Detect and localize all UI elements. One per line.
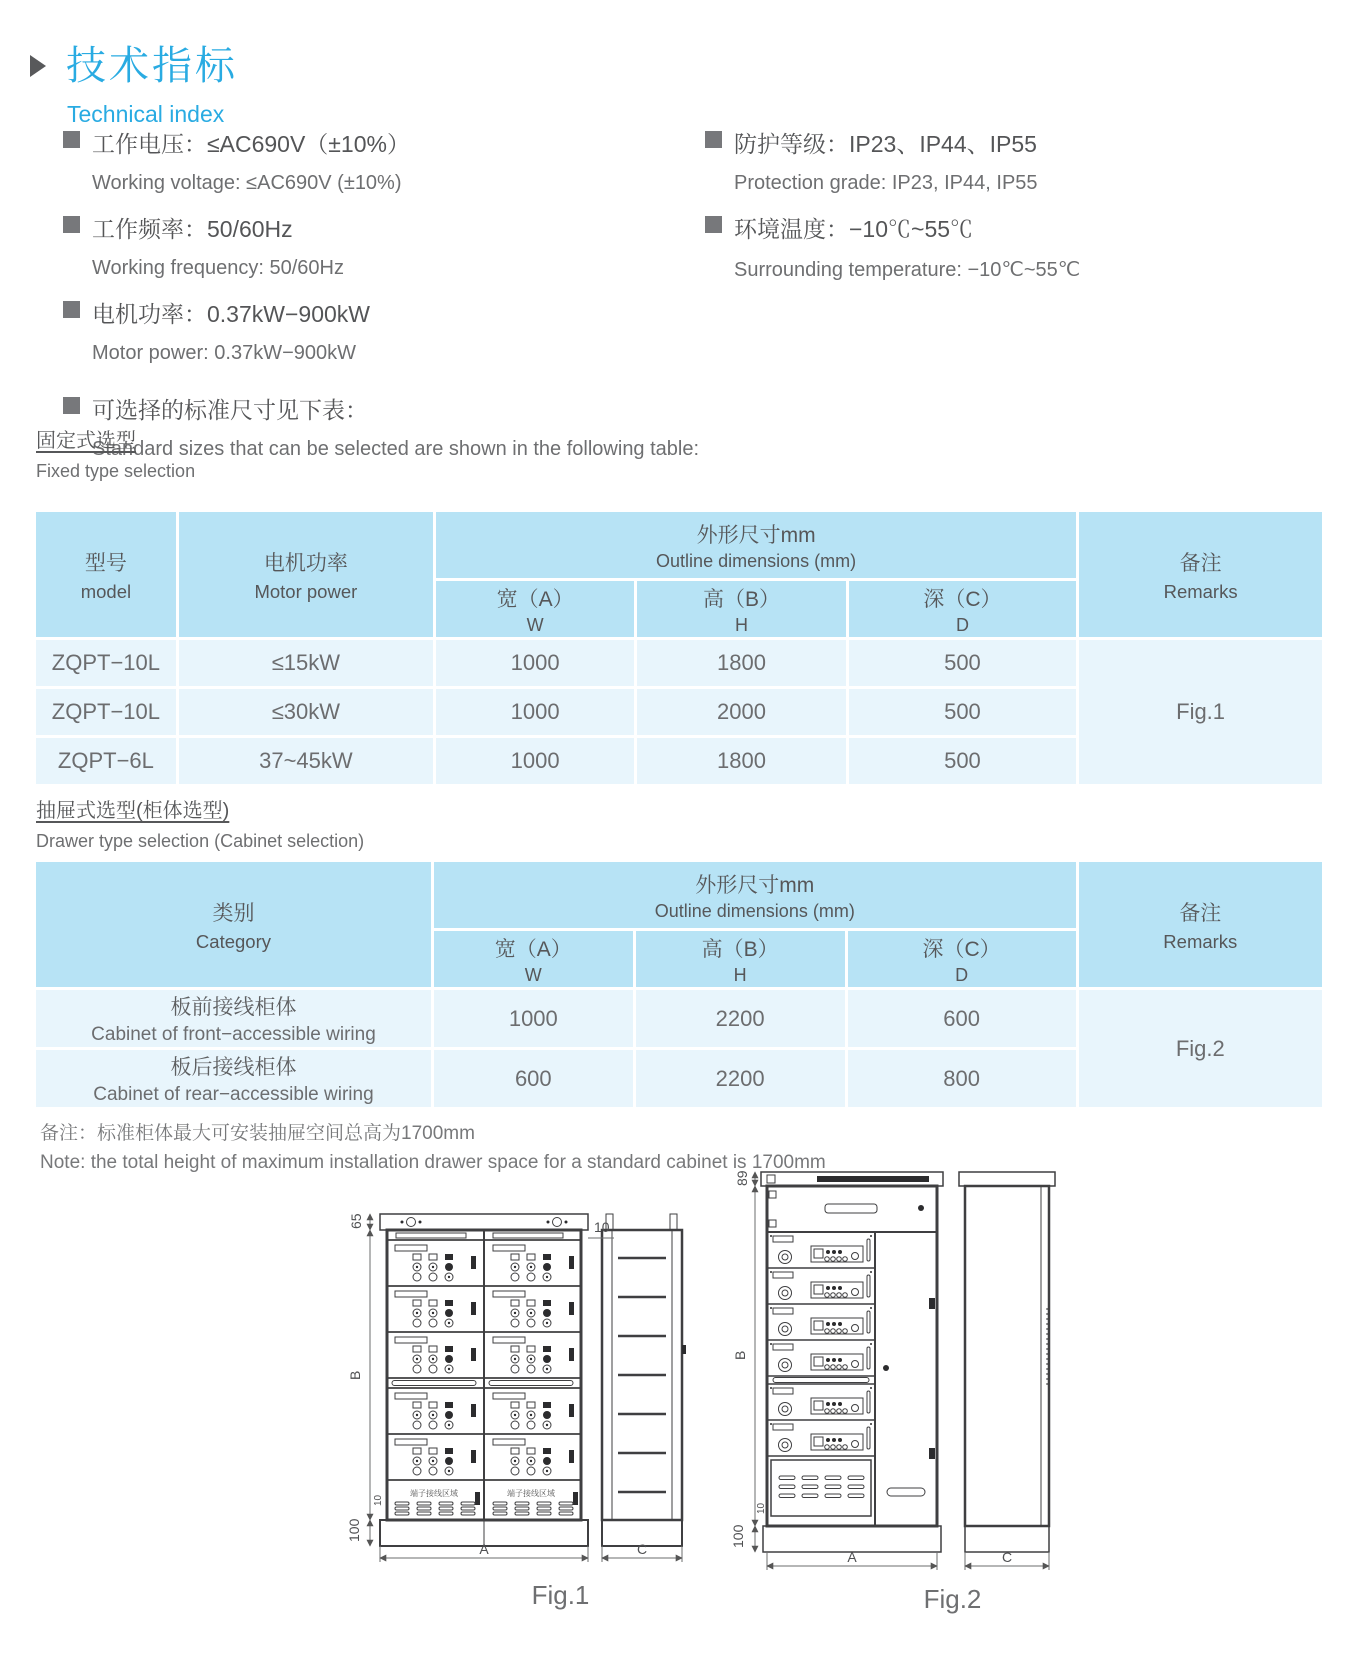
drawer-type-section-label: 抽屉式选型(柜体选型) Drawer type selection (Cabinet selection) xyxy=(36,800,365,851)
fig2-dim-c: C xyxy=(1001,1549,1013,1565)
spec-protection-grade: 防护等级：IP23、IP44、IP55 Protection grade: IP23, IP44, IP55 xyxy=(705,126,1329,195)
drawer-type-table xyxy=(36,862,1322,1107)
col-header-depth: 深（C） D xyxy=(848,931,1076,987)
cell-width: 1000 xyxy=(436,738,634,784)
cell-power: 37~45kW xyxy=(179,738,433,784)
fixed-type-table xyxy=(36,512,1322,784)
cell-power: ≤15kW xyxy=(179,640,433,686)
spec-standard-sizes-intro: 可选择的标准尺寸见下表： Standard sizes that can be selected are shown in the following table: xyxy=(63,392,1329,461)
fig2-dim-100: 100 xyxy=(730,1524,746,1548)
fixed-type-section-label: 固定式选型 Fixed type selection xyxy=(36,430,196,481)
table-row xyxy=(36,640,1322,686)
fig2-dim-89: 89 xyxy=(734,1170,750,1186)
col-header-depth: 深（C） D xyxy=(849,581,1077,637)
fig1-terminal-area-label: 端子接线区域 xyxy=(507,1489,555,1498)
col-header-outline-dimensions: 外形尺寸mm Outline dimensions (mm) xyxy=(434,862,1076,928)
fig2-dimensions xyxy=(730,1170,1049,1570)
fig1-dim-10-small: 10 xyxy=(373,1494,384,1506)
fig2-dim-a: A xyxy=(847,1549,857,1565)
col-header-width: 宽（A） W xyxy=(434,931,633,987)
col-header-width: 宽（A） W xyxy=(436,581,634,637)
cell-width: 1000 xyxy=(436,640,634,686)
fig1-front-view xyxy=(380,1214,588,1546)
fig1-side-view xyxy=(602,1214,686,1546)
spec-working-frequency: 工作频率：50/60Hz Working frequency: 50/60Hz xyxy=(63,211,705,280)
fig1-terminal-area-label: 端子接线区域 xyxy=(410,1489,458,1498)
col-header-remarks: 备注 Remarks xyxy=(1079,862,1322,987)
page-title: 技术指标 xyxy=(66,44,238,88)
col-header-height: 高（B） H xyxy=(637,581,845,637)
fig2-dim-b: B xyxy=(732,1350,748,1360)
cell-category: 板后接线柜体 Cabinet of rear−accessible wiring xyxy=(36,1050,431,1107)
cell-depth: 500 xyxy=(849,689,1077,735)
col-header-motor-power: 电机功率 Motor power xyxy=(179,512,433,637)
table-row xyxy=(36,990,1322,1047)
col-header-category: 类别 Category xyxy=(36,862,431,987)
table-note: 备注：标准柜体最大可安装抽屉空间总高为1700mm Note: the total height of maximum installation drawer space for a standard cabinet is 1700mm xyxy=(40,1123,826,1173)
fig2-dim-10-small: 10 xyxy=(756,1502,767,1514)
fig2-cabinet-drawing xyxy=(725,1158,1065,1578)
fig2-front-view xyxy=(761,1172,943,1552)
spec-list xyxy=(63,126,1329,477)
cell-category: 板前接线柜体 Cabinet of front−accessible wiring xyxy=(36,990,431,1047)
cell-model: ZQPT−6L xyxy=(36,738,176,784)
fig2-side-view xyxy=(959,1172,1055,1552)
cell-width: 1000 xyxy=(434,990,633,1047)
cell-depth: 500 xyxy=(849,640,1077,686)
fig1-dim-10-top: 10 xyxy=(594,1219,610,1235)
fig1-caption: Fig.1 xyxy=(531,1580,590,1610)
fig1-dim-b: B xyxy=(347,1370,363,1380)
cell-height: 1800 xyxy=(637,640,845,686)
cell-remark-fig1: Fig.1 xyxy=(1079,640,1322,784)
page-subtitle: Technical index xyxy=(67,101,225,127)
fig2-caption: Fig.2 xyxy=(923,1584,982,1614)
fig1-dim-65: 65 xyxy=(348,1213,364,1229)
fig1-dim-100: 100 xyxy=(346,1518,362,1542)
square-bullet-icon xyxy=(63,131,80,148)
col-header-model: 型号 model xyxy=(36,512,176,637)
col-header-remarks: 备注 Remarks xyxy=(1079,512,1322,637)
square-bullet-icon xyxy=(705,216,722,233)
square-bullet-icon xyxy=(705,131,722,148)
col-header-height: 高（B） H xyxy=(636,931,845,987)
square-bullet-icon xyxy=(63,301,80,318)
fig1-dim-a: A xyxy=(479,1541,489,1557)
cell-height: 1800 xyxy=(637,738,845,784)
section-arrow-icon xyxy=(30,55,46,77)
cell-height: 2200 xyxy=(636,1050,845,1107)
fig1-dim-c: C xyxy=(636,1541,648,1557)
spec-surrounding-temperature: 环境温度：−10℃~55℃ Surrounding temperature: −10℃~55℃ xyxy=(705,211,1329,282)
fig1-cabinet-drawing xyxy=(330,1150,695,1590)
spec-working-voltage: 工作电压：≤AC690V（±10%） Working voltage: ≤AC690V (±10%) xyxy=(63,126,705,195)
cell-width: 600 xyxy=(434,1050,633,1107)
cell-remark-fig2: Fig.2 xyxy=(1079,990,1322,1107)
cell-height: 2200 xyxy=(636,990,845,1047)
square-bullet-icon xyxy=(63,216,80,233)
page-header xyxy=(30,34,238,128)
square-bullet-icon xyxy=(63,397,80,414)
cell-height: 2000 xyxy=(637,689,845,735)
cell-model: ZQPT−10L xyxy=(36,689,176,735)
cell-power: ≤30kW xyxy=(179,689,433,735)
cell-width: 1000 xyxy=(436,689,634,735)
cell-depth: 600 xyxy=(848,990,1076,1047)
col-header-outline-dimensions: 外形尺寸mm Outline dimensions (mm) xyxy=(436,512,1076,578)
cell-depth: 800 xyxy=(848,1050,1076,1107)
spec-motor-power: 电机功率：0.37kW−900kW Motor power: 0.37kW−900kW xyxy=(63,296,705,365)
cell-model: ZQPT−10L xyxy=(36,640,176,686)
cell-depth: 500 xyxy=(849,738,1077,784)
